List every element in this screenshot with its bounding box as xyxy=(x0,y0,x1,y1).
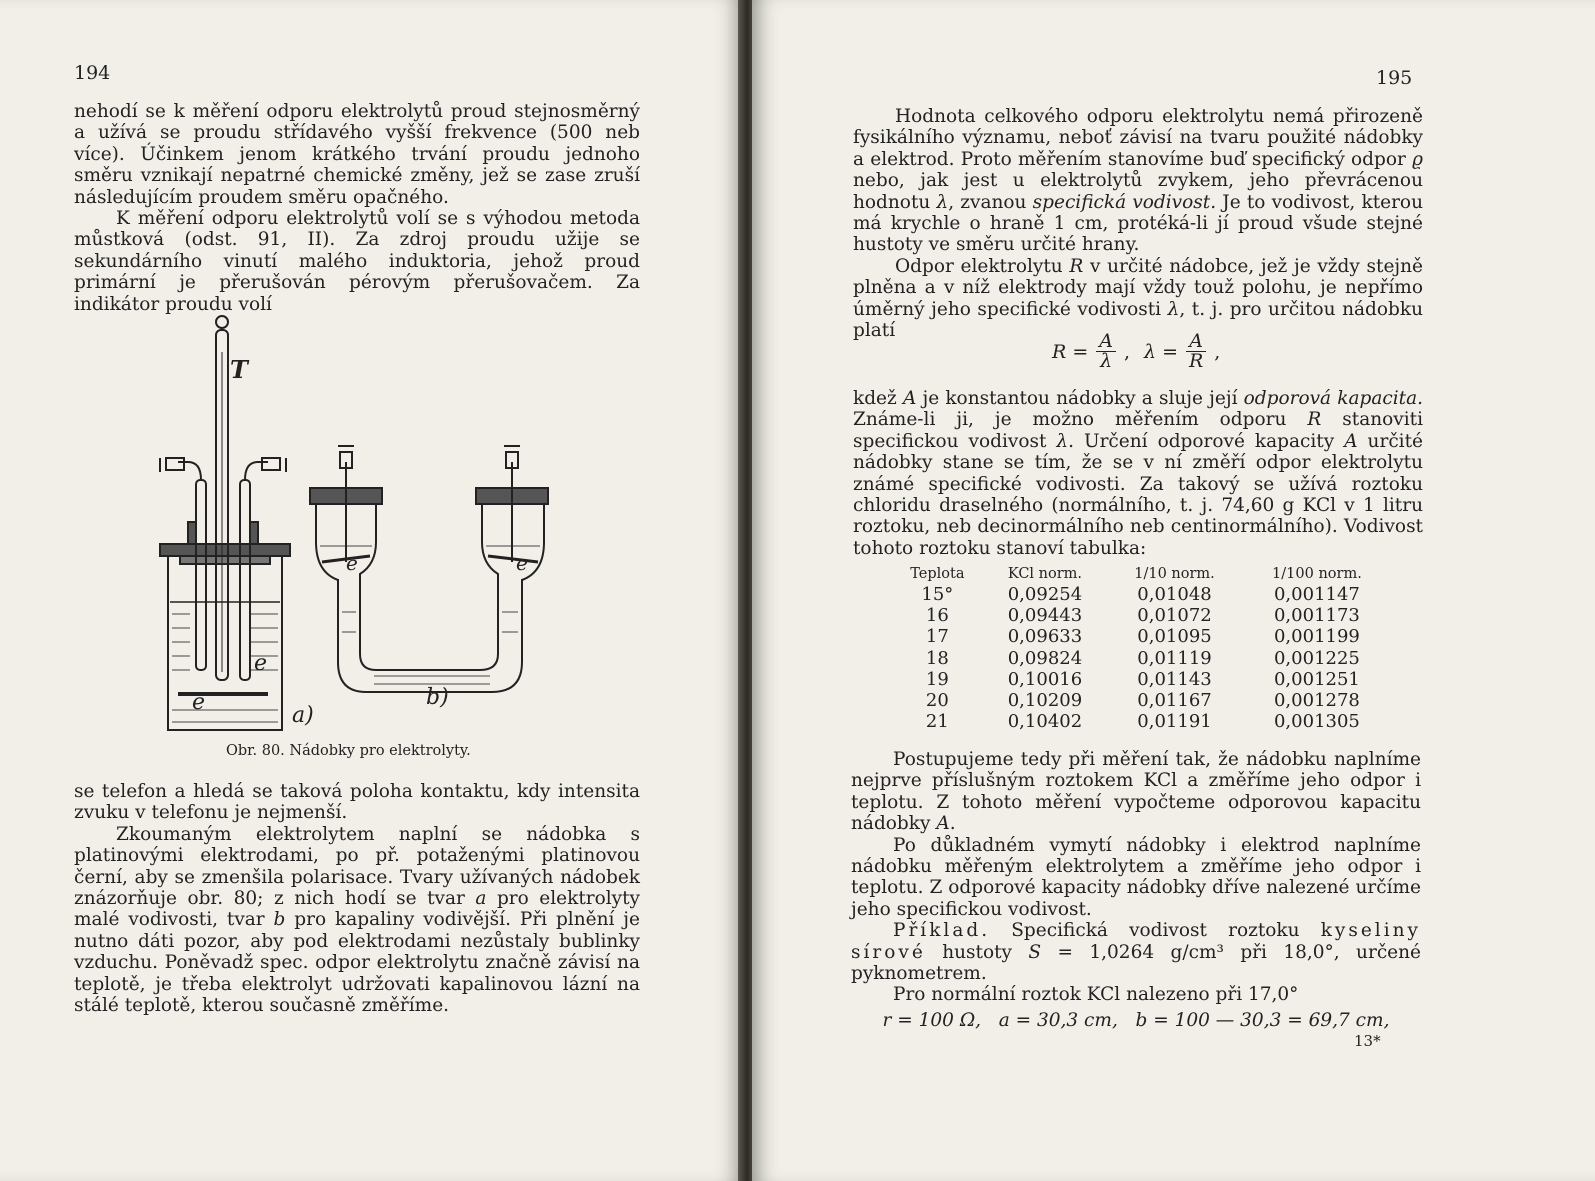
sheet-signature: 13* xyxy=(1354,1032,1381,1050)
paragraph: se telefon a hledá se taková poloha kontaktu, kdy intensita zvuku v telefonu je nejmenší. xyxy=(74,781,640,824)
label-e: e xyxy=(346,551,358,575)
label-b: b) xyxy=(426,685,449,710)
text-block-bottom xyxy=(851,749,1421,1031)
column-header: 1/10 norm. xyxy=(1134,566,1215,582)
text-block-bottom xyxy=(74,781,640,1016)
column-header: Teplota xyxy=(910,566,965,582)
label-e: e xyxy=(516,551,528,575)
paragraph: Hodnota celkového odporu elektrolytu nemá přirozeně fysikálního významu, neboť závisí na tvaru použité nádobky a elektrod. Proto měřením stanovíme buď specifický odpor ϱ nebo, jak jest u elektrolytů zvykem, jeho převrácenou hodnotu λ, zvanou specifická vodivost. Je to vodivost, kterou má krychle o hraně 1 cm, protéká-li jí proud všude stejné hustoty ve směru určité hrany. xyxy=(853,106,1423,256)
paragraph: Zkoumaným elektrolytem naplní se nádobka s platinovými elektrodami, po př. potaženými platinovou černí, aby se zmenšila polarisace. Tvary užívaných nádobek znázorňuje obr. 80; z nich hodí se tvar a pro elektrolyty malé vodivosti, tvar b pro kapaliny vodivější. Při plnění je nutno dáti pozor, aby pod elektrodami nezůstaly bublinky vzduchu. Poněvadž spec. odpor elektrolytu značně závisí na teplotě, je třeba elektrolyt udržovati kapalinovou lázní na stálé teplotě, kterou současně změříme. xyxy=(74,823,640,1017)
left-page xyxy=(0,0,742,1181)
label-T: T xyxy=(230,355,248,384)
equation-line: r = 100 Ω, a = 30,3 cm, b = 100 — 30,3 = 69,7 cm, xyxy=(882,1009,1390,1031)
column-header: KCl norm. xyxy=(1007,566,1083,582)
text-block-top xyxy=(853,106,1423,341)
column-header: 1/100 norm. xyxy=(1272,566,1362,582)
figure-electrolyte-vessels xyxy=(150,312,570,742)
paragraph: kdež A je konstantou nádobky a sluje její odporová kapacita. Známe-li ji, je možno měřením odporu R stanoviti specifickou vodivost λ. Určení odporové kapacity A určité nádobky stane se tím, že se v ní změří odpor elektrolytu známé specifické vodivosti. Za takový se užívá roztoku chloridu draselného (normálního, t. j. 74,60 g KCl v 1 litru roztoku, neb decinormálního neb centinormálního). Vodivost tohoto roztoku stanoví tabulka: xyxy=(853,388,1423,559)
paragraph: K měření odporu elektrolytů volí se s výhodou metoda můstková (odst. 91, II). Za zdroj proudu užije se sekundárního vinutí malého induktoria, jehož proud primární je přerušován pérovým přerušovačem. Za indikátor proudu volí xyxy=(74,208,640,315)
table-row: 15° 0,09254 0,01048 0,001147 xyxy=(921,584,1360,606)
table-header-row xyxy=(892,566,1392,584)
paragraph: Postupujeme tedy při měření tak, že nádobku naplníme nejprve příslušným roztokem KCl a změříme jeho odpor i teplotu. Z tohoto měření vypočteme odporovou kapacitu nádobky A. xyxy=(851,749,1421,835)
table-row: 16 0,09443 0,01072 0,001173 xyxy=(925,605,1360,627)
text-block-middle xyxy=(853,388,1423,559)
table-row: 19 0,10016 0,01143 0,001251 xyxy=(925,668,1360,690)
label-e: e xyxy=(254,651,268,676)
label-a: a) xyxy=(292,703,314,728)
label-e: e xyxy=(192,690,206,715)
right-page xyxy=(752,0,1595,1181)
table-row: 17 0,09633 0,01095 0,001199 xyxy=(925,626,1360,648)
table-row: 21 0,10402 0,01191 0,001305 xyxy=(925,711,1360,733)
figure-caption: Obr. 80. Nádobky pro elektrolyty. xyxy=(226,743,471,759)
paragraph: nehodí se k měření odporu elektrolytů proud stejnosměrný a užívá se proudu střídavého vyšší frekvence (500 neb více). Účinkem jenom krátkého trvání proudu jednoho směru vznikají nepatrné chemické změny, jež se zase zruší následujícím proudem směru opačného. xyxy=(74,101,640,208)
paragraph: Odpor elektrolytu R v určité nádobce, jež je vždy stejně plněna a v níž elektrody mají vždy touž polohu, je nepřímo úměrný jeho specifické vodivosti λ, t. j. pro určitou nádobku platí xyxy=(853,255,1423,342)
formula: R = $\frac{A}{\lambda}$ , λ = $\frac{A}{R}$ , xyxy=(1052,330,1221,372)
vessel-b-drawing xyxy=(310,446,548,710)
text-block-top xyxy=(74,101,640,315)
table-row: 20 0,10209 0,01167 0,001278 xyxy=(925,690,1360,712)
page-number: 194 xyxy=(74,62,111,84)
conductivity-table xyxy=(892,566,1392,732)
paragraph: Pro normální roztok KCl nalezeno při 17,0° xyxy=(893,984,1299,1006)
vessel-a-drawing xyxy=(160,316,314,730)
table-row: 18 0,09824 0,01119 0,001225 xyxy=(925,647,1360,669)
paragraph: Po důkladném vymytí nádobky i elektrod naplníme nádobku měřeným elektrolytem a změříme jeho odpor i teplotu. Z odporové kapacity nádobky dříve nalezené určíme jeho specifickou vodivost. xyxy=(851,834,1421,920)
page-number: 195 xyxy=(1376,67,1413,89)
paragraph: Příklad. Specifická vodivost roztoku kyseliny sírové hustoty S = 1,0264 g/cm³ při 18,0°, určené pyknometrem. xyxy=(851,920,1421,985)
